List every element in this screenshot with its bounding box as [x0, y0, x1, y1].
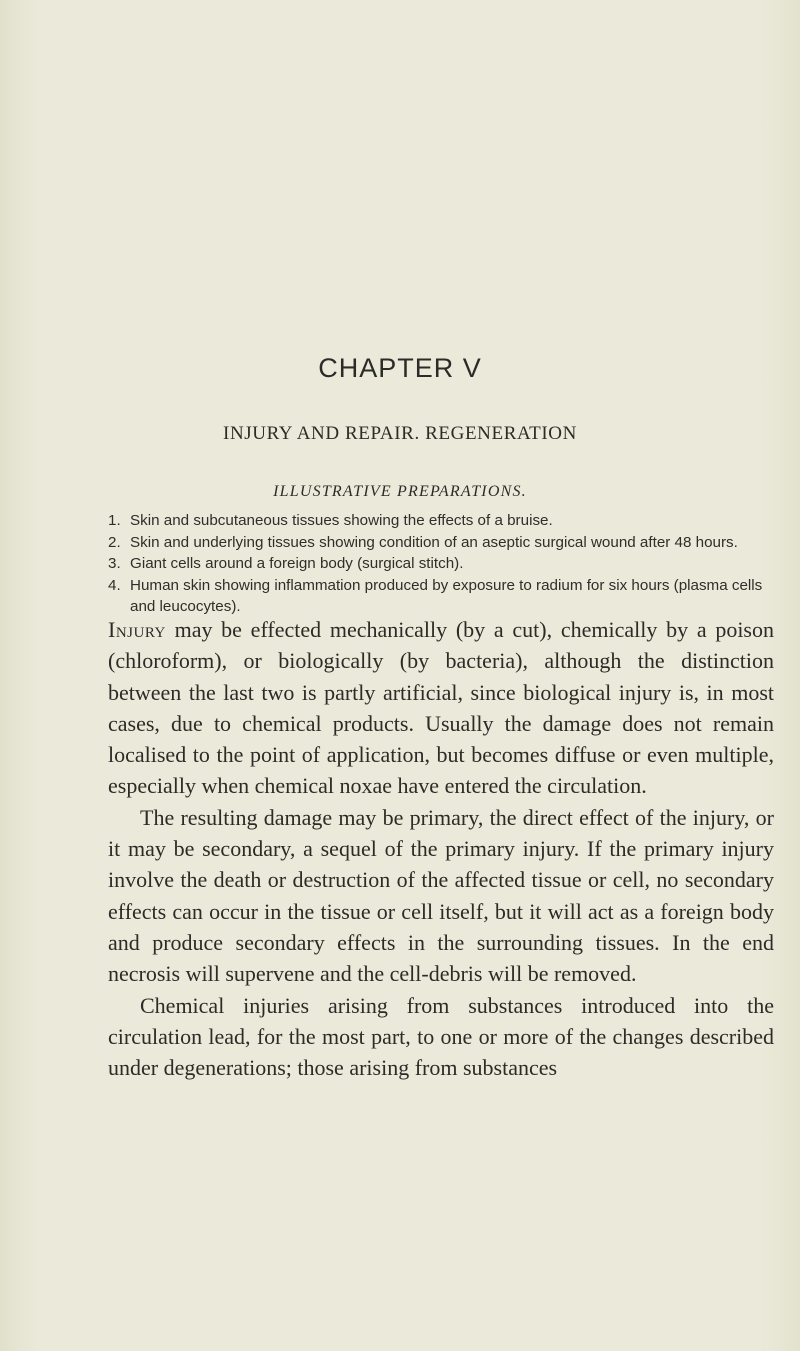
paragraph [108, 614, 774, 802]
list-item-text: Skin and underlying tissues showing condition of an aseptic surgical wound after 48 hours. [130, 533, 738, 551]
list-item-text: Giant cells around a foreign body (surgical stitch). [130, 555, 464, 572]
paragraph-text: may be effected mechanically (by a cut), chemically by a poison (chloroform), or biologically (by bacteria), although the distinction between the last two is partly artificial, since biological injury is, in most cases, due to chemical products. Usually the damage does not remain localised to the point of application, but becomes diffuse or even multiple, especially when chemical noxae have entered the circulation. [108, 617, 774, 799]
chapter-heading: INJURY AND REPAIR. REGENERATION [223, 423, 577, 444]
list-item-number: 4. [108, 576, 121, 594]
preparations-heading: ILLUSTRATIVE PREPARATIONS. [273, 483, 527, 500]
list-item-text: Skin and subcutaneous tissues showing the effects of a bruise. [130, 512, 553, 529]
chapter-title: CHAPTER V [318, 353, 482, 383]
list-item [108, 553, 768, 575]
list-item-number: 3. [108, 555, 121, 572]
list-item-number: 2. [108, 533, 121, 551]
list-item-number: 1. [108, 512, 121, 529]
list-item-text: Human skin showing inflammation produced by exposure to radium for six hours (plasma cells and leucocytes). [130, 576, 763, 615]
paragraph: The resulting damage may be primary, the direct effect of the injury, or it may be secondary, a sequel of the primary injury. If the primary injury involve the death or destruction of the affected tissue or cell, no secondary effects can occur in the tissue or cell itself, but it will act as a foreign body and produce secondary effects in the surrounding tissues. In the end necrosis will supervene and the cell-debris will be removed. [108, 804, 774, 987]
body-text [108, 614, 774, 1083]
list-item [108, 575, 768, 618]
paragraph-lead-word: Injury [108, 617, 166, 642]
list-item [108, 532, 768, 554]
list-item [108, 510, 768, 532]
preparations-list [108, 510, 768, 618]
paragraph: Chemical injuries arising from substances introduced into the circulation lead, for the most part, to one or more of the changes described under degenerations; those arising from substances [108, 992, 774, 1081]
